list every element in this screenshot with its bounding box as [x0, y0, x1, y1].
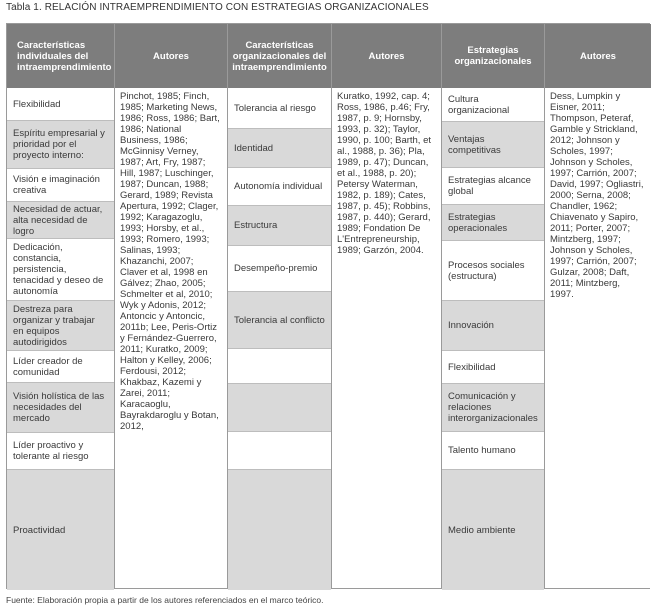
- row-cell: Destreza para organizar y trabajar en equipos autodirigidos: [7, 301, 114, 351]
- row-cell: Líder creador de comunidad: [7, 351, 114, 383]
- authors-list-3: Dess, Lumpkin y Eisner, 2011; Thompson, Peteraf, Gamble y Strickland, 2012; Johnson y Scholes, 1997; Johnson y Scholes, 1997; Carrión, 2007; David, 1997; Ogliastri, 2000; Serna, 2008; Chandler, 1962; Chiavenato y Sapiro, 2011; Porter, 2007; Mintzberg, 1997; Johnson y Scholes, 1997; Carrión, 2007; Gulzar, 2008; Daft, 2011; Mintzberg, 1997.: [550, 91, 644, 300]
- row-cell: Identidad: [228, 129, 331, 168]
- column-organizational-strategies: [442, 24, 544, 588]
- header-authors-1: Autores: [115, 24, 227, 88]
- row-cell: Desempeño-premio: [228, 246, 331, 292]
- column-authors-1: [115, 24, 227, 588]
- row-cell: Dedicación, constancia, persistencia, tenacidad y deseo de autonomía: [7, 239, 114, 301]
- row-cell: [228, 384, 331, 432]
- row-cell: Tolerancia al riesgo: [228, 88, 331, 129]
- row-cell: Tolerancia al conflicto: [228, 292, 331, 349]
- column-authors-2: [332, 24, 441, 588]
- column-individual-characteristics: [7, 24, 114, 588]
- row-cell: Innovación: [442, 301, 544, 351]
- row-cell: Proactividad: [7, 470, 114, 590]
- row-cell: Necesidad de actuar, alta necesidad de logro: [7, 202, 114, 239]
- row-cell: [228, 349, 331, 384]
- row-cell: [228, 470, 331, 590]
- row-cell: Autonomía individual: [228, 168, 331, 206]
- row-cell: Medio ambiente: [442, 470, 544, 590]
- authors-list-2: Kuratko, 1992, cap. 4; Ross, 1986, p.46; Fry, 1987, p. 9; Hornsby, 1993, p. 32); Taylor, 1990, p. 100; Barth, et al., 1988, p. 36); Pla, 1989, p. 47); Duncan, et al., 1988, p. 20); Petersy Waterman, 1982, p. 189); Cates, 1987, p. 45); Robbins, 1987, p. 440); Gerard, 1989; Fondation De L'Entrepreneurship, 1989; Garzón, 2004.: [337, 91, 432, 256]
- row-cell: Cultura organizacional: [442, 88, 544, 122]
- row-cell: Visión e imaginación creativa: [7, 169, 114, 202]
- header-organizational-strategies: Estrategias organizacionales: [442, 24, 544, 88]
- table-source-note: Fuente: Elaboración propia a partir de los autores referenciados en el marco teórico.: [6, 595, 324, 605]
- row-cell: Ventajas competitivas: [442, 122, 544, 168]
- row-cell: Espíritu empresarial y prioridad por el proyecto interno:: [7, 121, 114, 169]
- data-table: [6, 23, 650, 589]
- column-organizational-characteristics: [228, 24, 331, 588]
- table-caption: Tabla 1. RELACIÓN INTRAEMPRENDIMIENTO CON ESTRATEGIAS ORGANIZACIONALES: [6, 2, 429, 13]
- row-cell: Líder proactivo y tolerante al riesgo: [7, 433, 114, 470]
- header-authors-2: Autores: [332, 24, 441, 88]
- row-cell: Talento humano: [442, 432, 544, 470]
- authors-list-1: Pinchot, 1985; Finch, 1985; Marketing News, 1986; Ross, 1986; Bart, 1986; National Business, 1986; McGinnisy Verney, 1987; Art, Fry, 1987; Hill, 1987; Luschinger, 1987; Duncan, 1988; Gerard, 1989; Revista Apertura, 1992; Clager, 1992; Karagazoglu, 1993; Horsby, et al., 1993; Romero, 1993; Salinas, 1993; Khazanchi, 2007; Claver et al, 1998 en Gálvez; Zhao, 2005; Schmelter et al, 2010; Wyk y Adonis, 2012; Antoncic y Antoncic, 2011b; Lee, Peris-Ortiz y Fernández-Guerrero, 2011; Kuratko, 2009; Halton y Kelley, 2006; Ferdousi, 2012; Khakbaz, Kazemi y Zarei, 2011; Karacaoglu, Bayrakdaroglu y Botan, 2012,: [120, 91, 220, 432]
- header-authors-3: Autores: [545, 24, 651, 88]
- row-cell: Flexibilidad: [7, 88, 114, 121]
- row-cell: Comunicación y relaciones interorganizacionales: [442, 384, 544, 432]
- header-organizational-characteristics: Características organizacionales del intraemprendimiento: [228, 24, 331, 88]
- row-cell: Procesos sociales (estructura): [442, 241, 544, 301]
- row-cell: Flexibilidad: [442, 351, 544, 384]
- row-cell: Visión holística de las necesidades del mercado: [7, 383, 114, 433]
- column-authors-3: [545, 24, 651, 588]
- row-cell: Estructura: [228, 206, 331, 246]
- row-cell: Estrategias alcance global: [442, 168, 544, 205]
- header-individual-characteristics: Características individuales del intraemprendimiento: [7, 24, 114, 88]
- row-cell: Estrategias operacionales: [442, 205, 544, 241]
- row-cell: [228, 432, 331, 470]
